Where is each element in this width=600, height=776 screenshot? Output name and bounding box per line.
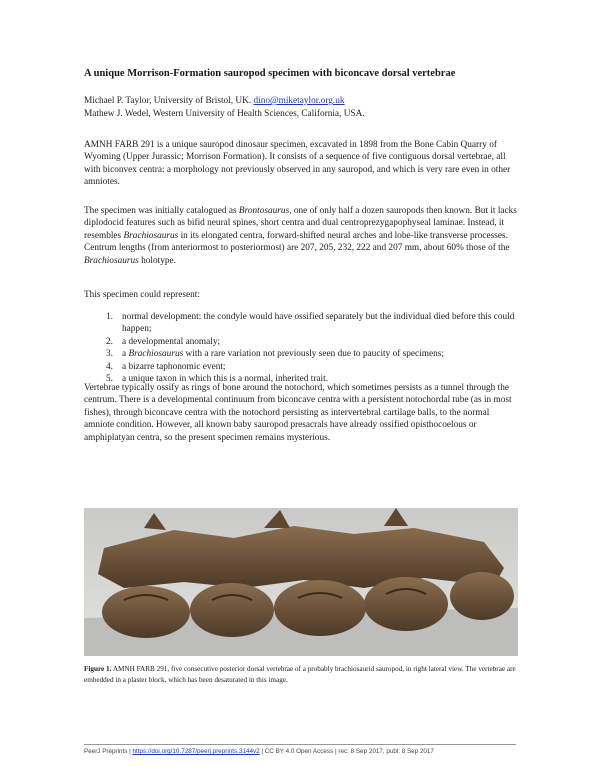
preprint-footer	[84, 748, 524, 755]
footer-publisher: PeerJ Preprints |	[84, 748, 133, 755]
list-item	[84, 311, 518, 336]
taxon-brontosaurus: Brontosaurus	[238, 206, 290, 216]
abstract-paragraph-4: Vertebrae typically ossify as rings of bone around the notochord, which sometimes persists as a tunnel through the centrum. There is a developmental continuum from biconcave centra with a persistent notochordal tube (as in most fishes), through biconcave centra with the notochord persisting as intervertebral cartilage balls, to the normal amniote condition. However, all known baby sauropod presacrals have already ossified opisthocoelous or amphiplatyan centra, so the present specimen remains mysterious.	[84, 383, 512, 443]
figure-label: Figure 1.	[84, 665, 112, 673]
author-1-affiliation: Michael P. Taylor, University of Bristol, UK.	[84, 96, 252, 106]
list-text: a developmental anomaly;	[122, 336, 221, 347]
list-item	[84, 348, 518, 360]
taxon-brachiosaurus-3: Brachiosaurus	[128, 349, 184, 360]
neural-arches	[98, 526, 504, 588]
list-item	[84, 336, 518, 348]
list-text-post: with a rare variation not previously seen due to paucity of specimens;	[183, 349, 444, 360]
list-number: 5.	[106, 374, 113, 385]
list-text: a unique taxon in which this is a normal, inherited trait.	[122, 374, 329, 385]
footer-divider	[84, 744, 516, 745]
author-line-1	[84, 95, 524, 108]
centrum-3	[274, 580, 366, 636]
footer-license: | CC BY 4.0 Open Access | rec: 8 Sep 2017, publ: 8 Sep 2017	[259, 748, 434, 755]
centrum-5	[450, 572, 514, 620]
list-text-pre: a	[122, 349, 129, 360]
author-line-2: Mathew J. Wedel, Western University of Health Sciences, California, USA.	[84, 108, 365, 119]
caption-text: AMNH FARB 291, five consecutive posterior dorsal vertebrae of a probably brachiosaurid sauropod, in right lateral view. The vertebrae are embedded in a plaster block, which has been desaturated in this image.	[84, 665, 516, 684]
hypothesis-list	[84, 311, 518, 385]
abstract-paragraph-1: AMNH FARB 291 is a unique sauropod dinosaur specimen, excavated in 1898 from the Bone Cabin Quarry of Wyoming (Upper Jurassic; Morrison Formation). It consists of a sequence of five contiguous dorsal vertebrae, all with biconvex centra: a morphology not previously observed in any sauropod, and which is very rare even in other amniotes.	[84, 140, 511, 188]
p2-text-1: The specimen was initially catalogued as	[84, 206, 239, 216]
p2-text-3: in its elongated centra, forward-shifted neural arches and lobe-like transverse processes. Centrum lengths (from anteriormost to posteriormost) are 207, 205, 232, 222 and 207 mm, about 60% those of the	[84, 230, 510, 254]
list-number: 3.	[106, 349, 113, 360]
centrum-1	[102, 586, 190, 638]
vertebrae-photo-illustration	[84, 508, 518, 656]
figure-caption	[84, 664, 524, 685]
list-item	[84, 361, 518, 373]
p2-text-4: holotype.	[138, 255, 176, 266]
author-email-link[interactable]: dino@miketaylor.org.uk	[253, 96, 345, 106]
list-text: a bizarre taphonomic event;	[122, 361, 226, 372]
abstract-paragraph-2	[84, 205, 518, 267]
centrum-2	[190, 583, 274, 637]
list-number: 2.	[106, 336, 113, 347]
centrum-4	[364, 577, 448, 631]
doi-link[interactable]: https://doi.org/10.7287/peerj.preprints.3144v2	[132, 748, 260, 755]
p2-text-2: , one of only half a dozen sauropods then known. But it lacks diplodocid features such as bifid neural spines, short centra and dual centroprezygapophyseal laminae. Instead, it resembles	[84, 206, 517, 241]
list-number: 4.	[106, 361, 113, 372]
list-text: normal development: the condyle would have ossified separately but the individual died before this could happen;	[122, 312, 515, 335]
taxon-brachiosaurus-2: Brachiosaurus	[84, 255, 139, 266]
taxon-brachiosaurus: Brachiosaurus	[123, 230, 179, 241]
list-number: 1.	[106, 312, 113, 322]
figure-1-photo	[84, 508, 518, 656]
author-block	[84, 95, 524, 120]
paper-title: A unique Morrison-Formation sauropod specimen with biconcave dorsal vertebrae	[84, 68, 456, 79]
abstract-paragraph-3: This specimen could represent:	[84, 290, 200, 300]
